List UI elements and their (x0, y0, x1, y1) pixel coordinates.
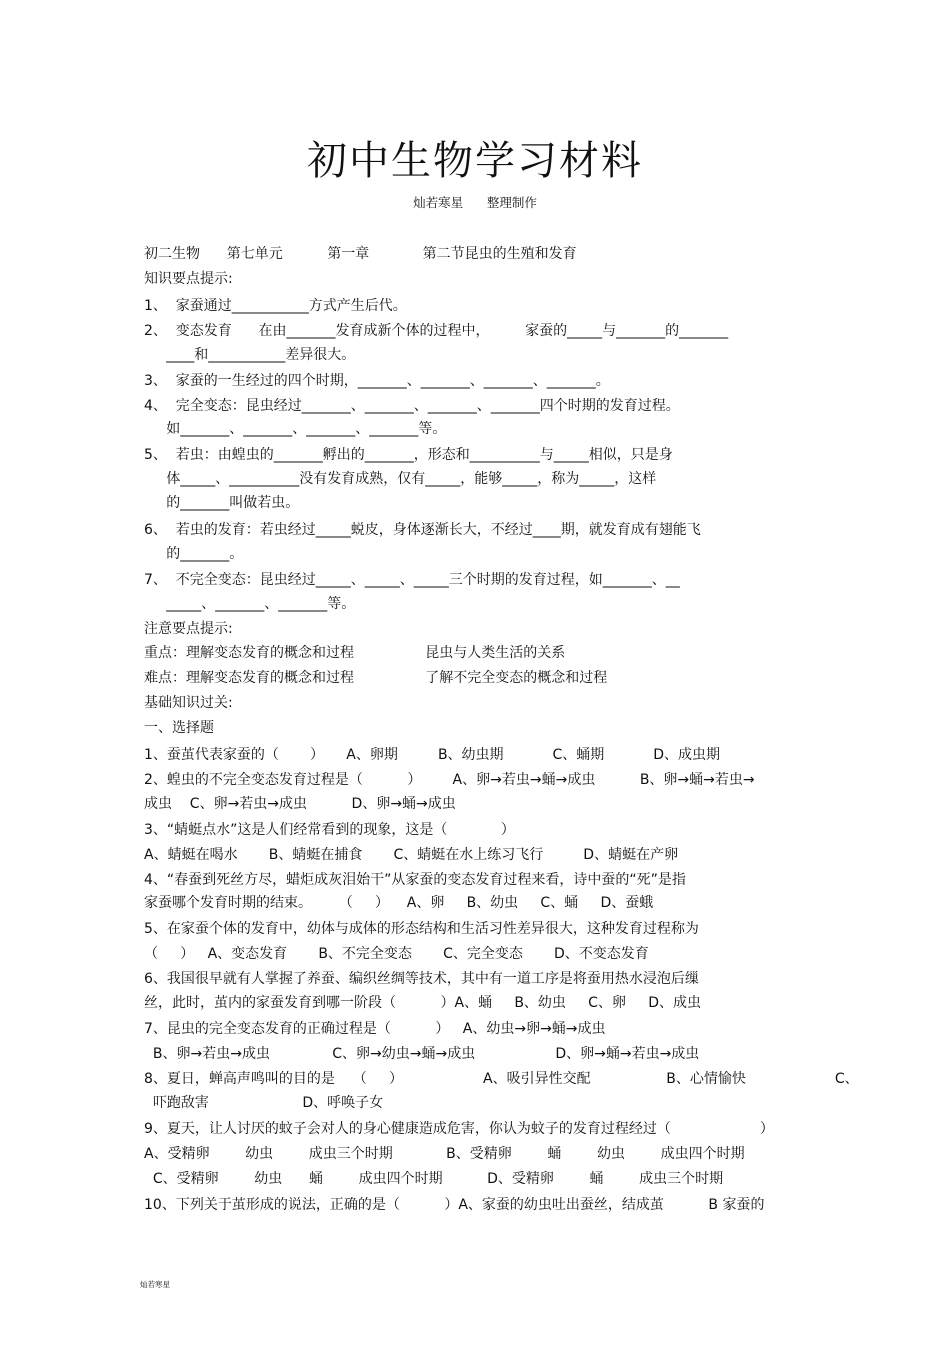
page-title: 初中生物学习材料 (307, 138, 643, 184)
text-line: 难点：理解变态发育的概念和过程 了解不完全变态的概念和过程 (144, 670, 608, 686)
page-subtitle: 灿若寒星 整理制作 (413, 195, 537, 210)
text-line: 基础知识过关: (144, 695, 233, 711)
question-line: 7、昆虫的完全变态发育的正确过程是（ ） A、幼虫→卵→蛹→成虫 (144, 1021, 606, 1037)
text-line: 4、 完全变态：昆虫经过_______、_______、_______、_______四个时期的发育过程。 (144, 398, 680, 414)
text-line: 重点：理解变态发育的概念和过程 昆虫与人类生活的关系 (144, 645, 566, 661)
text-line: ____和___________差异很大。 (144, 347, 356, 363)
question-line: 家蚕哪个发育时期的结束。 （ ） A、卵 B、幼虫 C、蛹 D、蚕蛾 (144, 895, 654, 911)
text-line: 7、 不完全变态：昆虫经过_____、_____、_____三个时期的发育过程，如_______、__ (144, 572, 680, 588)
text-line: 3、 家蚕的一生经过的四个时期，_______、_______、_______、_______。 (144, 373, 610, 389)
text-line: _____、_______、_______等。 (144, 596, 356, 612)
text-line: 5、 若虫：由蝗虫的_______孵出的_______，形态和__________与_____相似，只是身 (144, 447, 673, 463)
text-line: 的_______。 (144, 546, 244, 562)
text-line: 的_______叫做若虫。 (144, 495, 300, 511)
question-line: 2、蝗虫的不完全变态发育过程是（ ） A、卵→若虫→蛹→成虫 B、卵→蛹→若虫→ (144, 772, 755, 788)
question-line: 3、“蜻蜓点水”这是人们经常看到的现象，这是（ ） (144, 822, 515, 838)
question-line: 4、“春蚕到死丝方尽，蜡炬成灰泪始干”从家蚕的变态发育过程来看，诗中蚕的“死”是指 (144, 872, 686, 888)
text-line: 1、 家蚕通过___________方式产生后代。 (144, 298, 407, 314)
question-line: B、卵→若虫→成虫 C、卵→幼虫→蛹→成虫 D、卵→蛹→若虫→成虫 (144, 1046, 700, 1062)
question-line: 9、夏天，让人讨厌的蚊子会对人的身心健康造成危害，你认为蚊子的发育过程经过（ ） (144, 1121, 774, 1137)
question-line: （ ） A、变态发育 B、不完全变态 C、完全变态 D、不变态发育 (144, 946, 649, 962)
question-line: A、蜻蜓在喝水 B、蜻蜓在捕食 C、蜻蜓在水上练习飞行 D、蜻蜓在产卵 (144, 847, 679, 863)
question-line: 10、下列关于茧形成的说法，正确的是（ ）A、家蚕的幼虫吐出蚕丝，结成茧 B 家蚕的 (144, 1197, 765, 1213)
text-line: 知识要点提示: (144, 271, 233, 287)
section-heading: 初二生物 第七单元 第一章 第二节昆虫的生殖和发育 (144, 246, 577, 262)
text-line: 注意要点提示: (144, 621, 233, 637)
question-line: 成虫 C、卵→若虫→成虫 D、卵→蛹→成虫 (144, 796, 456, 812)
page-footer: 灿若寒星 (140, 1280, 170, 1289)
question-line: A、受精卵 幼虫 成虫三个时期 B、受精卵 蛹 幼虫 成虫四个时期 (144, 1146, 745, 1162)
question-line: 吓跑敌害 D、呼唤子女 (144, 1095, 384, 1111)
question-line: 1、蚕茧代表家蚕的（ ） A、卵期 B、幼虫期 C、蛹期 D、成虫期 (144, 747, 721, 763)
question-line: 6、我国很早就有人掌握了养蚕、编织丝绸等技术，其中有一道工序是将蚕用热水浸泡后缫 (144, 971, 699, 987)
question-line: 5、在家蚕个体的发育中，幼体与成体的形态结构和生活习性差异很大，这种发育过程称为 (144, 921, 699, 937)
question-line: C、受精卵 幼虫 蛹 成虫四个时期 D、受精卵 蛹 成虫三个时期 (144, 1171, 724, 1187)
question-line: 丝，此时，茧内的家蚕发育到哪一阶段（ ）A、蛹 B、幼虫 C、卵 D、成虫 (144, 995, 701, 1011)
text-line: 2、 变态发育 在由_______发育成新个体的过程中， 家蚕的_____与_______的_______ (144, 323, 729, 339)
text-line: 一、选择题 (144, 720, 214, 736)
question-line: 8、夏日，蝉高声鸣叫的目的是 （ ） A、吸引异性交配 B、心情愉快 C、 (144, 1071, 859, 1087)
text-line: 6、 若虫的发育：若虫经过_____蜕皮，身体逐渐长大，不经过____期，就发育成有翅能飞 (144, 522, 701, 538)
text-line: 如_______、_______、_______、_______等。 (144, 421, 447, 437)
text-line: 体_____、__________没有发育成熟，仅有_____，能够_____，称为_____，这样 (144, 471, 657, 487)
